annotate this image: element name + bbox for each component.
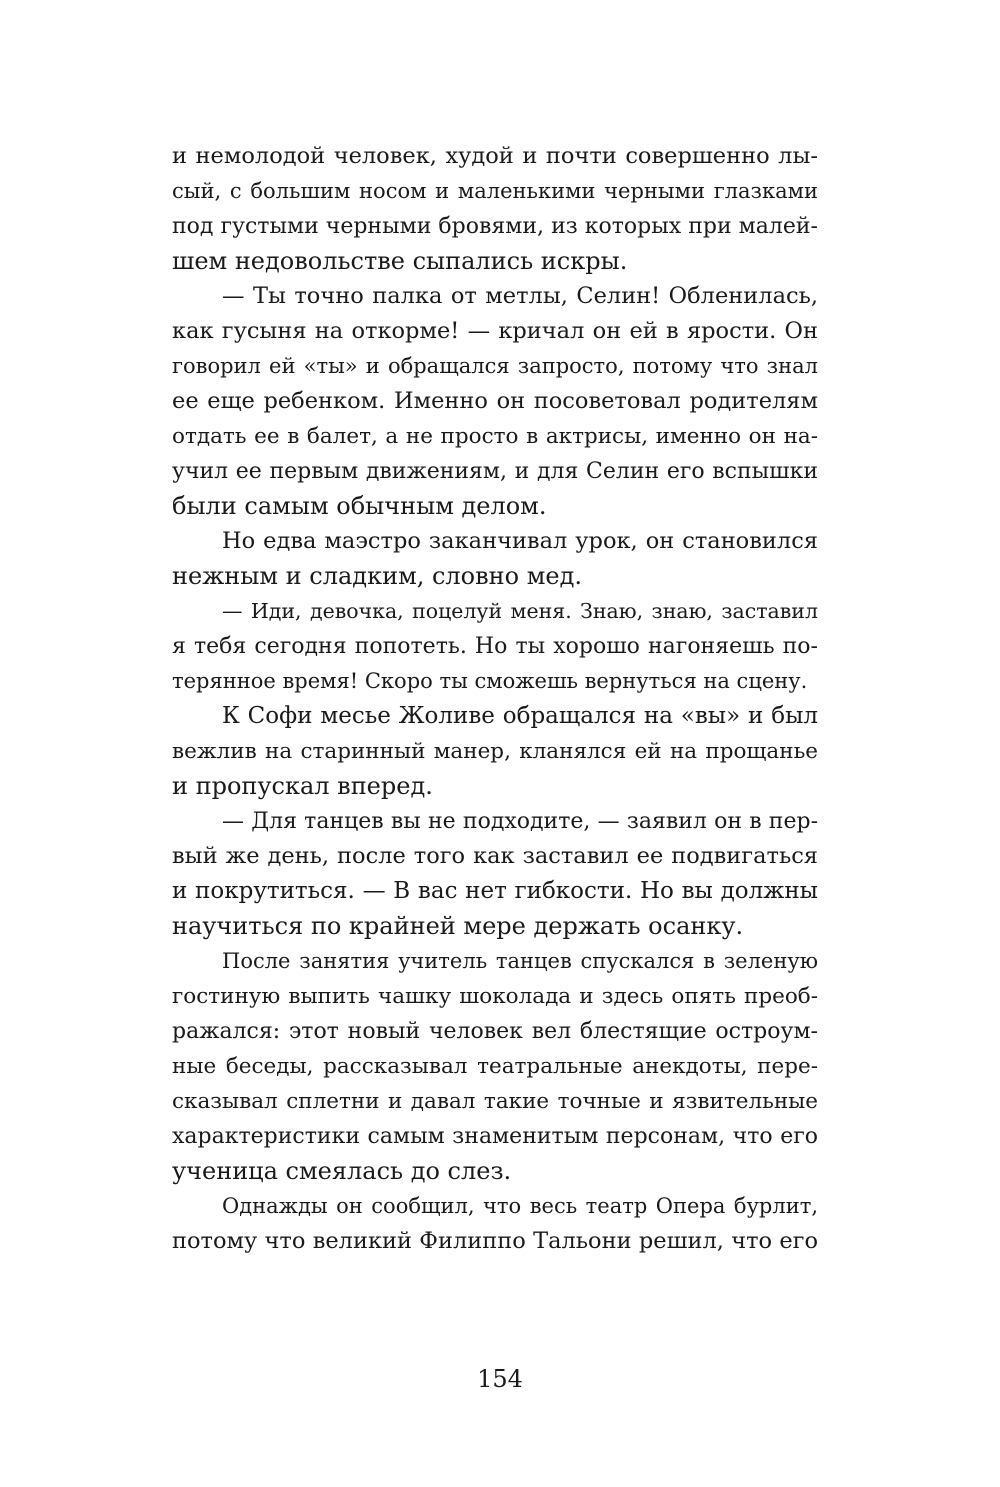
- paragraph: [172, 594, 818, 699]
- paragraph: [172, 804, 818, 944]
- paragraph: [172, 699, 818, 804]
- text-line: ее еще ребенком. Именно он посоветовал родителям: [172, 388, 818, 414]
- text-line: отдать ее в балет, а не просто в актрисы, именно он на-: [172, 424, 818, 449]
- text-line: и пропускал вперед.: [172, 772, 433, 800]
- text-line: ражался: этот новый человек вел блестящие остроум-: [172, 1019, 818, 1044]
- text-line: учил ее первым движениям, и для Селин его вспышки: [172, 459, 818, 484]
- body-text: [172, 139, 818, 1259]
- text-line: и немолодой человек, худой и почти совершенно лы-: [172, 143, 818, 169]
- text-line: потому что великий Филиппо Тальони решил, что его: [172, 1228, 818, 1254]
- text-line: гостиную выпить чашку шоколада и здесь опять преоб-: [172, 984, 818, 1009]
- text-line: Однажды он сообщил, что весь театр Опера бурлит,: [222, 1194, 818, 1218]
- text-line: — Для танцев вы не подходите, — заявил он в пер-: [222, 809, 818, 834]
- paragraph: [172, 139, 818, 279]
- text-line: — Ты точно палка от метлы, Селин! Обленилась,: [222, 283, 818, 309]
- text-line: были самым обычным делом.: [172, 492, 547, 520]
- text-line: вежлив на старинный манер, кланялся ей на прощанье: [172, 739, 818, 764]
- text-line: и покрутиться. — В вас нет гибкости. Но вы должны: [172, 878, 818, 904]
- page-number: 154: [477, 1365, 523, 1393]
- text-line: шем недовольстве сыпались искры.: [172, 247, 628, 275]
- text-line: вый же день, после того как заставил ее подвигаться: [172, 843, 818, 869]
- text-line: нежным и сладким, словно мед.: [172, 562, 582, 590]
- text-line: под густыми черными бровями, из которых при малей-: [172, 214, 818, 239]
- text-line: К Софи месье Жоливе обращался на «вы» и был: [222, 703, 818, 729]
- paragraph: [172, 944, 818, 1189]
- paragraph: [172, 279, 818, 524]
- text-line: характеристики самым знаменитым персонам, что его: [172, 1124, 818, 1149]
- text-line: — Иди, девочка, поцелуй меня. Знаю, знаю, заставил: [222, 599, 818, 623]
- text-line: научиться по крайней мере держать осанку.: [172, 912, 744, 940]
- text-line: говорил ей «ты» и обращался запросто, потому что знал: [172, 354, 818, 378]
- paragraph: [172, 1189, 818, 1259]
- paragraph: [172, 524, 818, 594]
- text-line: как гусыня на откорме! — кричал он ей в ярости. Он: [172, 318, 818, 344]
- text-line: ные беседы, рассказывал театральные анекдоты, пере-: [172, 1054, 818, 1079]
- text-line: После занятия учитель танцев спускался в зеленую: [222, 949, 818, 973]
- text-line: терянное время! Скоро ты сможешь вернуться на сцену.: [172, 669, 808, 693]
- text-line: сый, с большим носом и маленькими черными глазками: [172, 179, 818, 203]
- text-line: Но едва маэстро заканчивал урок, он становился: [222, 528, 818, 554]
- text-line: я тебя сегодня попотеть. Но ты хорошо нагоняешь по-: [172, 634, 818, 659]
- text-line: ученица смеялась до слез.: [172, 1157, 512, 1185]
- text-line: сказывал сплетни и давал такие точные и язвительные: [172, 1089, 818, 1114]
